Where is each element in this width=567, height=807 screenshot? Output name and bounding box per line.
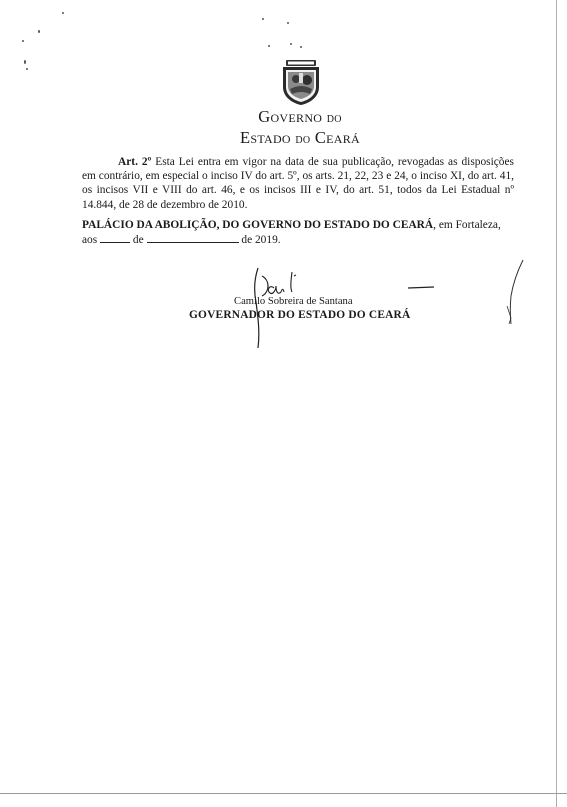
scan-speck <box>268 45 270 47</box>
month-blank <box>147 232 239 243</box>
scan-speck <box>38 30 40 33</box>
article-text: Esta Lei entra em vigor na data de sua publicação, revogadas as disposições em contrário, em especial o inciso IV do art. 5º, os arts. 21, 22, 23 e 24, o inciso XI, do art. 41, os incisos VII e VIII do art. 46, e os incisos III e IV, do art. 51, todos da Lei Estadual nº 14.844, de 28 de dezembro de 2010. <box>82 156 514 211</box>
margin-rubric-mark <box>495 258 535 328</box>
closing-de: de <box>132 234 144 247</box>
scan-edge-line <box>556 0 557 807</box>
closing-aos: aos <box>82 234 98 247</box>
day-blank <box>100 232 130 243</box>
signatory-title: GOVERNADOR DO ESTADO DO CEARÁ <box>189 309 411 321</box>
closing-year: de 2019. <box>241 234 281 247</box>
scan-speck <box>22 40 24 42</box>
state-coat-of-arms-icon <box>276 57 326 107</box>
scan-speck <box>24 60 26 64</box>
scan-speck <box>26 68 28 70</box>
header-line-estado: ESTADO DO CEARÁ <box>239 128 361 147</box>
closing-location: , em Fortaleza, <box>433 219 501 231</box>
scan-speck <box>287 22 289 24</box>
scan-speck <box>300 46 302 48</box>
header-line-governo: GOVERNO DO <box>258 107 342 126</box>
scan-speck <box>62 12 64 14</box>
scan-speck <box>262 18 264 20</box>
scan-bottom-line <box>0 793 567 794</box>
article-label: Art. 2º <box>118 156 152 168</box>
government-header <box>200 108 400 150</box>
handwritten-signature <box>236 262 436 352</box>
closing-palace-name: PALÁCIO DA ABOLIÇÃO, DO GOVERNO DO ESTADO DO CEARÁ <box>82 219 434 231</box>
signatory-name: Camilo Sobreira de Santana <box>234 296 353 307</box>
article-paragraph <box>82 155 514 212</box>
scan-speck <box>290 43 292 45</box>
closing-paragraph <box>82 218 514 247</box>
